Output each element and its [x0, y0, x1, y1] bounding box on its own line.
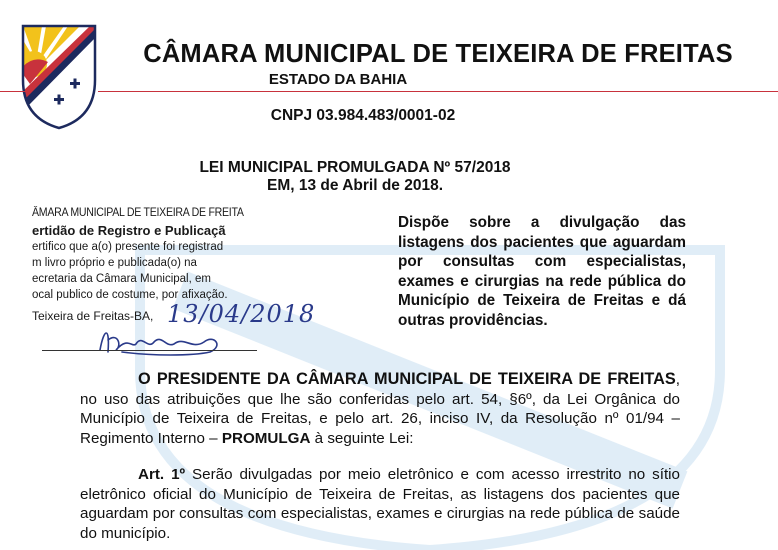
stamp-line: ÂMARA MUNICIPAL DE TEIXEIRA DE FREITA: [32, 207, 244, 219]
preamble-paragraph: [80, 370, 680, 448]
organization-title: CÂMARA MUNICIPAL DE TEIXEIRA DE FREITAS: [143, 40, 733, 68]
article-1: [80, 465, 680, 543]
stamp-place: Teixeira de Freitas-BA,: [32, 309, 154, 323]
preamble-body: , no uso das atribuições que lhe são conferidas pelo art. 54, §6º, da Lei Orgânica do Município de Teixeira de Freitas, e pelo art. 26, inciso IV, da Resolução nº 01/94 – Regimento Interno –: [80, 371, 680, 447]
registration-stamp: [32, 205, 316, 355]
header-rule-left: [0, 91, 26, 92]
signature-icon: [92, 322, 252, 358]
preamble-end: à seguinte Lei:: [310, 429, 414, 447]
stamp-handwritten-date: 13/04/2018: [167, 300, 316, 328]
preamble-president: O PRESIDENTE DA CÂMARA MUNICIPAL DE TEIXEIRA DE FREITAS: [138, 370, 676, 388]
stamp-line: ecretaria da Câmara Municipal, em: [32, 273, 211, 285]
article-1-text: Serão divulgadas por meio eletrônico e com acesso irrestrito no sítio eletrônico oficial do Município de Teixeira de Freitas, as listagens dos pacientes que aguardam por consultas com especialistas, exames e cirurgias na rede pública de saúde do município.: [80, 466, 680, 542]
cnpj-number: CNPJ 03.984.483/0001-02: [270, 107, 456, 124]
municipal-crest-icon: [20, 22, 98, 130]
law-date: EM, 13 de Abril de 2018.: [266, 177, 444, 194]
stamp-line: m livro próprio e publicada(o) na: [32, 257, 197, 269]
preamble-promulga: PROMULGA: [221, 429, 311, 447]
stamp-line: ocal publico de costume, por afixação.: [32, 289, 228, 301]
stamp-heading: ertidão de Registro e Publicaçã: [32, 223, 226, 238]
stamp-line: ertifico que a(o) presente foi registrad: [32, 241, 224, 253]
header-rule: [98, 91, 778, 92]
law-title: LEI MUNICIPAL PROMULGADA Nº 57/2018: [199, 159, 511, 176]
stamp-underline: [42, 350, 257, 351]
article-1-label: Art. 1º: [138, 466, 186, 483]
ementa-summary: Dispõe sobre a divulgação das listagens dos pacientes que aguardam por consultas com especialistas, exames e cirurgias na rede pública do Município de Teixeira de Freitas e dá outras providências.: [398, 214, 686, 329]
organization-subtitle: ESTADO DA BAHIA: [268, 71, 408, 88]
